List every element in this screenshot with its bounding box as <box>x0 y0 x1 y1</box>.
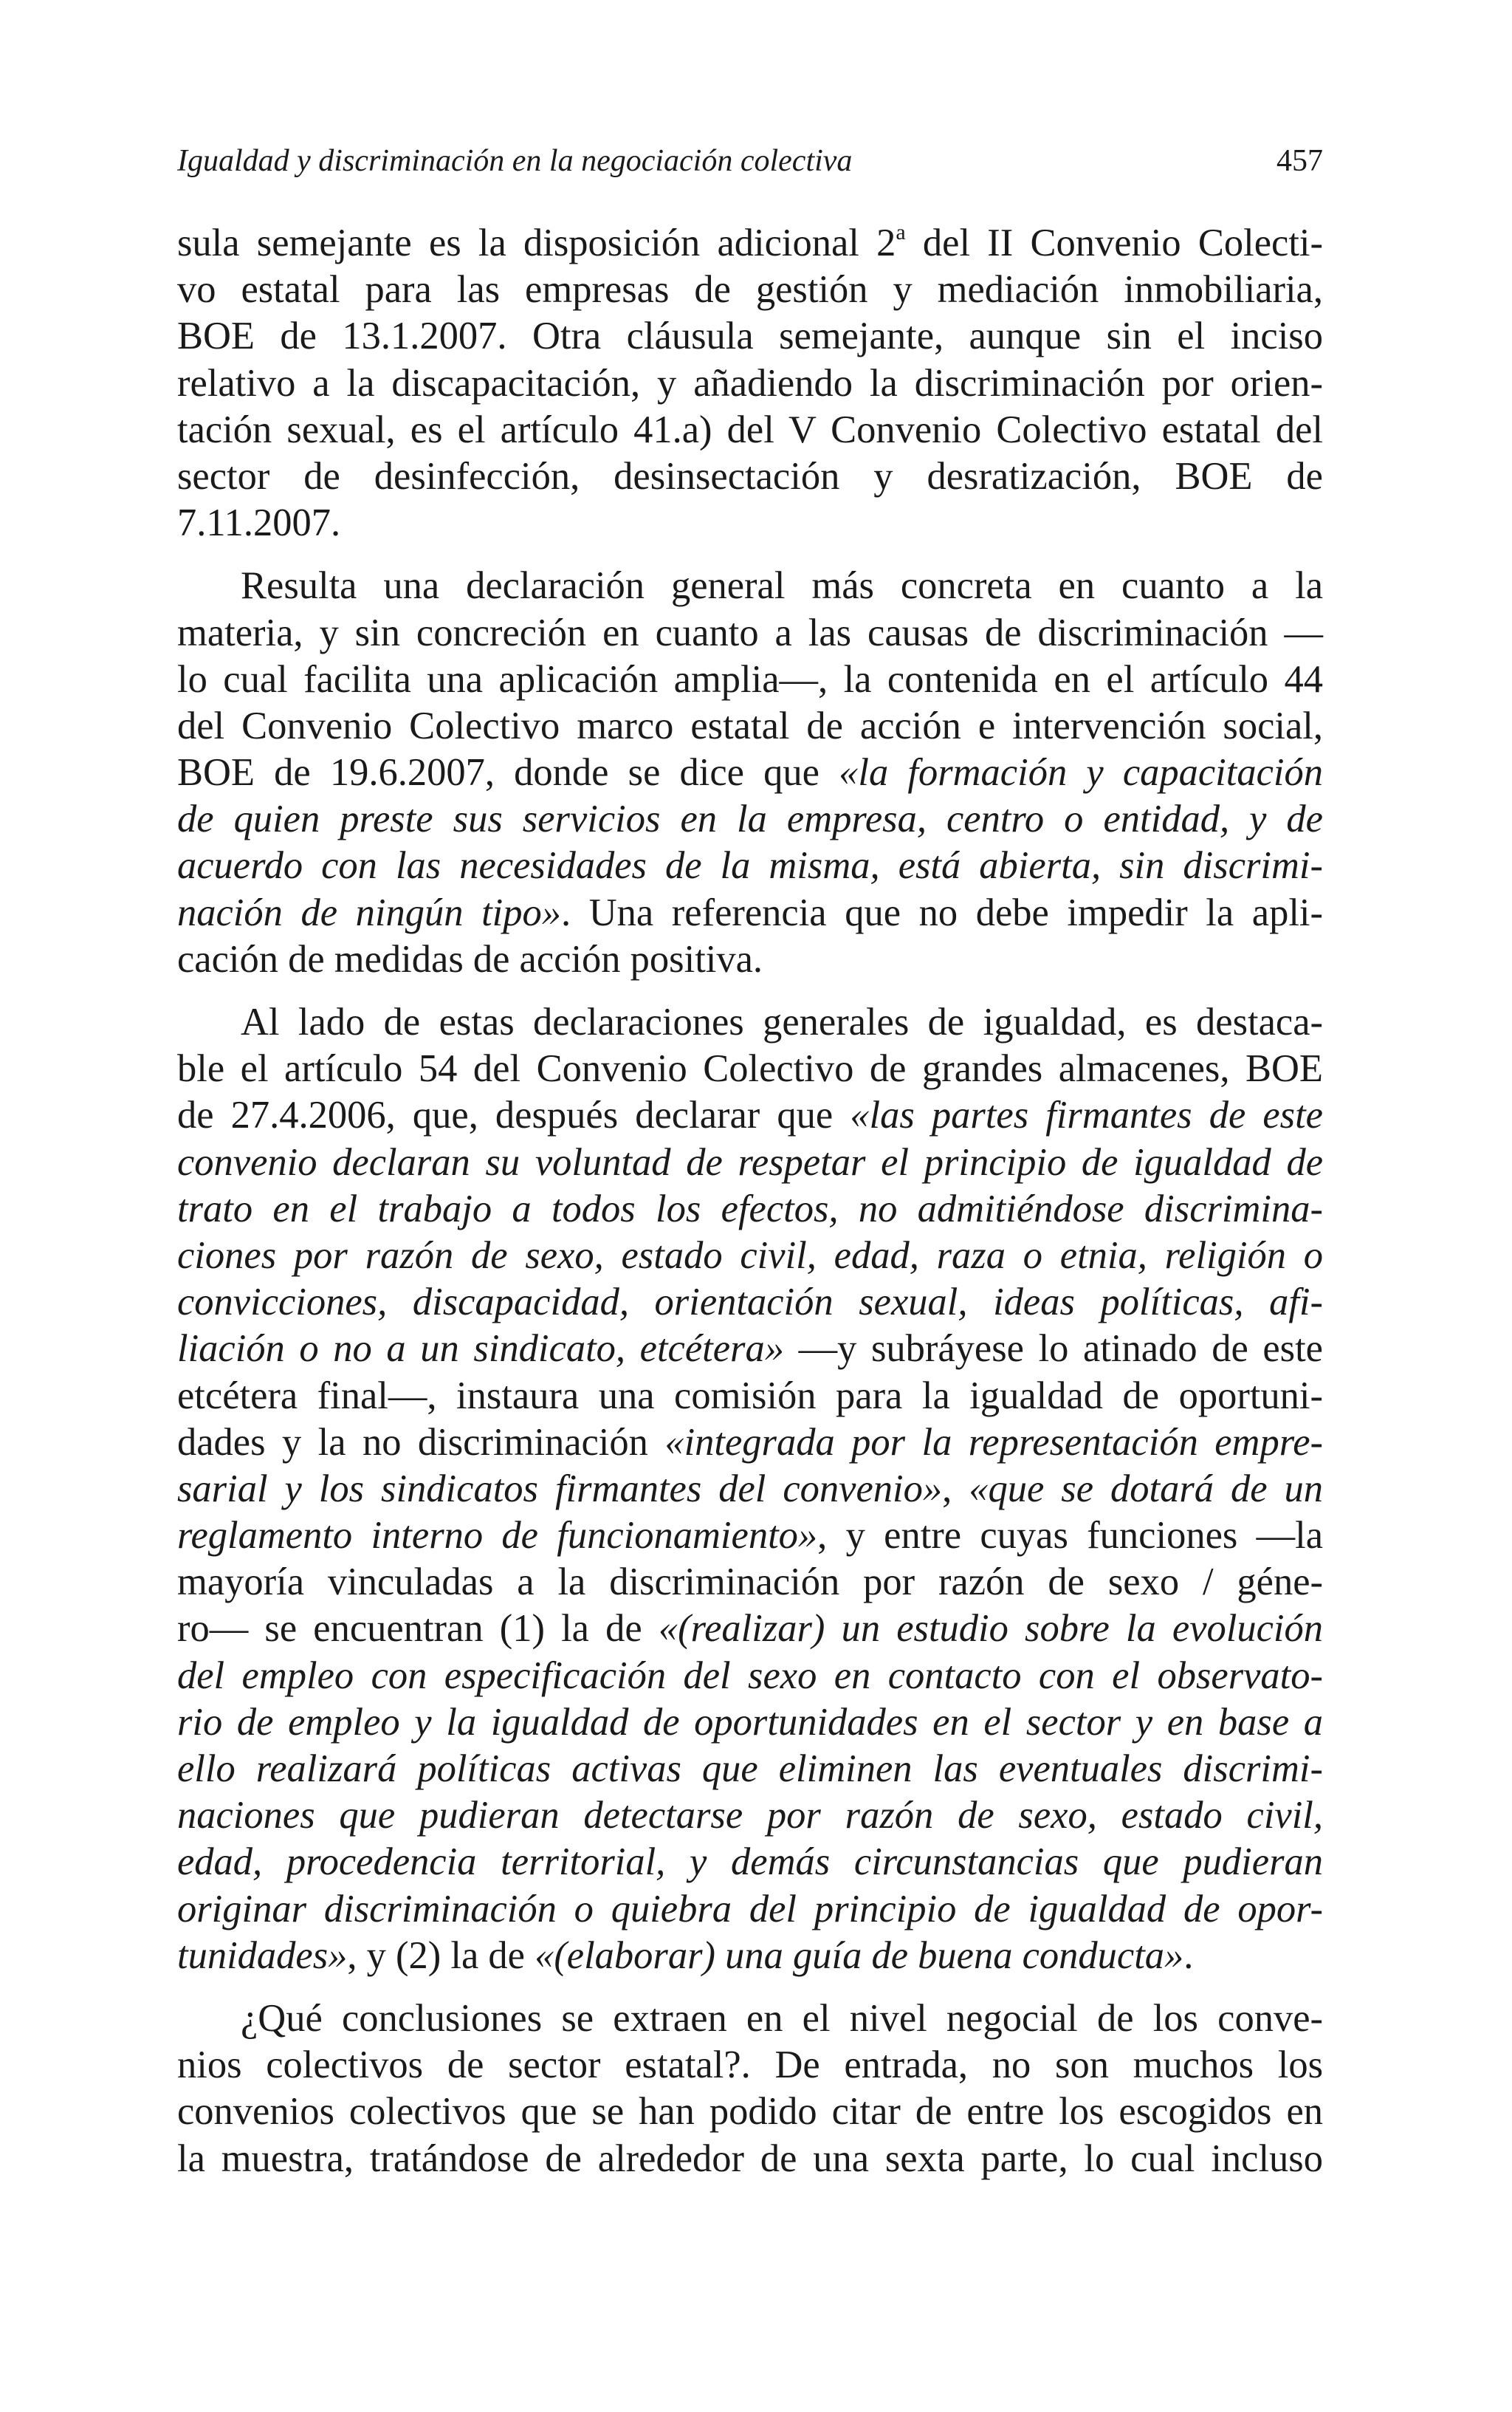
quoted-italic-text: liación o no a un sindicato, etcétera» <box>177 1327 784 1371</box>
paragraph-gap <box>177 983 1323 999</box>
text-run: . Una referencia que no debe impedir la apli- <box>561 891 1324 934</box>
text-line <box>177 2042 1323 2089</box>
quoted-italic-text: edad, procedencia territorial, y demás circunstancias que pudieran <box>177 1840 1323 1884</box>
text-line <box>177 1746 1323 1792</box>
text-line <box>177 2136 1323 2182</box>
text-line <box>177 610 1323 657</box>
text-run: , y entre cuyas funciones —la <box>817 1514 1323 1558</box>
quoted-italic-text: naciones que pudieran detectarse por razón de sexo, estado civil, <box>177 1794 1323 1837</box>
text-line <box>177 890 1323 936</box>
running-title: Igualdad y discriminación en la negociación colectiva <box>177 144 853 178</box>
quoted-italic-text: ciones por razón de sexo, estado civil, edad, raza o etnia, religión o <box>177 1233 1323 1277</box>
text-line <box>177 1279 1323 1326</box>
ordinal-superscript: a <box>896 220 906 244</box>
text-run: nios colectivos de sector estatal?. De entrada, no son muchos los <box>177 2043 1323 2087</box>
paragraph <box>177 999 1323 1979</box>
text-run: , y (2) la de <box>347 1933 535 1977</box>
text-run: dades y la no discriminación <box>177 1420 665 1464</box>
text-line <box>177 1326 1323 1372</box>
quoted-italic-text: convicciones, discapacidad, orientación sexual, ideas políticas, afi- <box>177 1281 1323 1324</box>
quoted-italic-text: «integrada por la representación empre- <box>664 1420 1323 1464</box>
text-line <box>177 1186 1323 1233</box>
text-line <box>177 360 1323 407</box>
text-run: tación sexual, es el artículo 41.a) del V Convenio Colectivo estatal del <box>177 408 1323 451</box>
text-run: Resulta una declaración general más concreta en cuanto a la <box>241 564 1323 608</box>
text-run: ro— se encuentran (1) la de <box>177 1607 659 1651</box>
quoted-italic-text: trato en el trabajo a todos los efectos, no admitiéndose discrimina- <box>177 1187 1323 1230</box>
text-line <box>177 703 1323 750</box>
text-run: mayoría vinculadas a la discriminación por razón de sexo / géne- <box>177 1560 1323 1604</box>
paragraph <box>177 1995 1323 2182</box>
quoted-italic-text: nación de ningún tipo» <box>177 891 562 934</box>
text-run: BOE de 13.1.2007. Otra cláusula semejante, aunque sin el inciso <box>177 315 1323 358</box>
quoted-italic-text: convenio declaran su voluntad de respetar el principio de igualdad de <box>177 1140 1323 1184</box>
text-line <box>177 1792 1323 1839</box>
text-line <box>177 1933 1323 1979</box>
text-run: del II Convenio Colecti- <box>905 222 1323 264</box>
quoted-italic-text: «(realizar) un estudio sobre la evolución <box>658 1607 1323 1651</box>
text-line <box>177 1233 1323 1279</box>
text-run: sector de desinfección, desinsectación y desratización, BOE de <box>177 454 1323 498</box>
text-run: 7.11.2007. <box>177 501 341 545</box>
text-run: relativo a la discapacitación, y añadiendo la discriminación por orien- <box>177 361 1323 405</box>
text-run: BOE de 19.6.2007, donde se dice que <box>177 751 839 795</box>
quoted-italic-text: ello realizará políticas activas que eliminen las eventuales discrimi- <box>177 1747 1323 1790</box>
text-line <box>177 1839 1323 1885</box>
text-run: ble el artículo 54 del Convenio Colectivo de grandes almacenes, BOE <box>177 1047 1323 1091</box>
text-run: vo estatal para las empresas de gestión y mediación inmobiliaria, <box>177 268 1323 312</box>
text-line <box>177 563 1323 609</box>
text-line <box>177 1653 1323 1699</box>
text-run: ¿Qué conclusiones se extraen en el nivel negocial de los conve- <box>241 1996 1323 2040</box>
text-line <box>177 267 1323 313</box>
text-run: etcétera final—, instaura una comisión para la igualdad de oportuni- <box>177 1374 1323 1417</box>
text-line <box>177 1995 1323 2042</box>
quoted-italic-text: «que se dotará de un <box>969 1467 1324 1510</box>
text-line <box>177 936 1323 983</box>
text-line <box>177 453 1323 500</box>
text-run: convenios colectivos que se han podido citar de entre los escogidos en <box>177 2090 1323 2134</box>
text-run: , <box>942 1467 969 1510</box>
quoted-italic-text: acuerdo con las necesidades de la misma, está abierta, sin discrimi- <box>177 844 1323 888</box>
text-run: lo cual facilita una aplicación amplia—, la contenida en el artículo 44 <box>177 657 1323 701</box>
text-run: materia, y sin concreción en cuanto a las causas de discriminación — <box>177 611 1323 654</box>
text-line <box>177 999 1323 1046</box>
running-head <box>177 139 1323 183</box>
quoted-italic-text: sarial y los sindicatos firmantes del convenio» <box>177 1467 943 1510</box>
text-run: . <box>1183 1933 1194 1977</box>
text-run: del Convenio Colectivo marco estatal de acción e intervención social, <box>177 704 1323 747</box>
text-line <box>177 1886 1323 1933</box>
quoted-italic-text: del empleo con especificación del sexo en contacto con el observato- <box>177 1654 1323 1697</box>
text-line <box>177 313 1323 360</box>
text-line <box>177 1699 1323 1746</box>
body-text <box>177 220 1323 2182</box>
quoted-italic-text: rio de empleo y la igualdad de oportunidades en el sector y en base a <box>177 1700 1323 1744</box>
text-line <box>177 1419 1323 1466</box>
text-run: de 27.4.2006, que, después declarar que <box>177 1094 850 1137</box>
text-run: —y subráyese lo atinado de este <box>783 1327 1323 1371</box>
text-line <box>177 2089 1323 2135</box>
quoted-italic-text: originar discriminación o quiebra del principio de igualdad de opor- <box>177 1887 1323 1930</box>
text-line <box>177 657 1323 703</box>
text-line <box>177 1606 1323 1652</box>
text-line <box>177 1559 1323 1606</box>
text-line <box>177 1046 1323 1092</box>
text-line <box>177 1373 1323 1419</box>
text-run: cación de medidas de acción positiva. <box>177 937 763 981</box>
page-number: 457 <box>1276 144 1323 178</box>
quoted-italic-text: tunidades» <box>177 1933 348 1977</box>
quoted-italic-text: «la formación y capacitación <box>839 751 1323 795</box>
text-line <box>177 1140 1323 1186</box>
quoted-italic-text: «las partes firmantes de este <box>850 1094 1323 1137</box>
paragraph <box>177 563 1323 983</box>
text-run: la muestra, tratándose de alrededor de una sexta parte, lo cual incluso <box>177 2137 1323 2180</box>
text-line <box>177 1092 1323 1139</box>
text-line <box>177 750 1323 796</box>
quoted-italic-text: reglamento interno de funcionamiento» <box>177 1514 818 1558</box>
text-run: sula semejante es la disposición adicional 2 <box>177 222 896 264</box>
paragraph-gap <box>177 547 1323 563</box>
text-line <box>177 407 1323 453</box>
text-line <box>177 1512 1323 1559</box>
paragraph <box>177 220 1323 547</box>
text-run: Al lado de estas declaraciones generales de igualdad, es destaca- <box>241 1001 1323 1044</box>
paragraph-gap <box>177 1979 1323 1995</box>
quoted-italic-text: de quien preste sus servicios en la empresa, centro o entidad, y de <box>177 798 1323 841</box>
text-line <box>177 220 1323 267</box>
quoted-italic-text: «(elaborar) una guía de buena conducta» <box>535 1933 1184 1977</box>
text-line <box>177 500 1323 547</box>
text-line <box>177 796 1323 843</box>
text-line <box>177 843 1323 889</box>
text-line <box>177 1466 1323 1512</box>
